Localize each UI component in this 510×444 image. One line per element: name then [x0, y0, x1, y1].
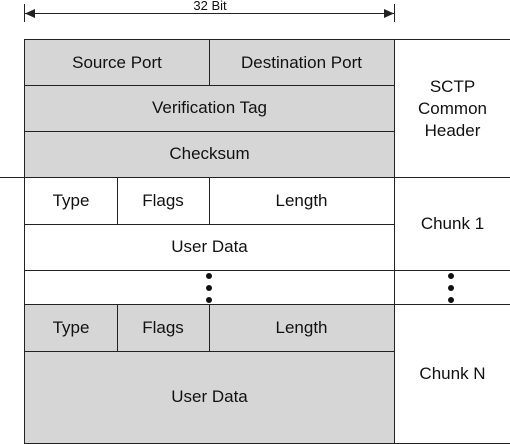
- chunk1-side-label: [395, 178, 510, 270]
- chunk1-length-label: Length: [275, 191, 328, 210]
- destination-port-label: Destination Port: [241, 52, 362, 72]
- chunkn-user-data-label: User Data: [171, 387, 248, 406]
- chunkn-user-data-field: [25, 351, 394, 443]
- sctp-common-header-label: [395, 40, 510, 177]
- hline-header-row1: [24, 85, 395, 86]
- checksum-field: [25, 131, 394, 177]
- chunk1-flags-label: Flags: [142, 191, 184, 210]
- chunk1-type-label: Type: [52, 191, 90, 210]
- source-port-label: Source Port: [72, 52, 162, 72]
- chunkn-type-label: Type: [52, 318, 90, 337]
- chunkn-side-label-text: Chunk N: [419, 364, 486, 383]
- ellipsis-dot: [206, 297, 212, 303]
- chunkn-length-label: Length: [275, 318, 328, 337]
- side-label-line-1: SCTP: [429, 76, 476, 96]
- hline-chunkn-row: [24, 351, 395, 352]
- chunk1-user-data-field: [25, 224, 394, 270]
- hline-header-row2: [24, 131, 395, 132]
- source-port-field: [25, 40, 209, 85]
- vline-left: [24, 39, 25, 444]
- bit-width-label: 32 Bit: [193, 0, 227, 13]
- verification-tag-label: Verification Tag: [152, 98, 267, 117]
- vline-chunk1-flags-divider: [209, 177, 210, 224]
- ellipsis-dot: [448, 285, 454, 291]
- chunk1-length-field: [209, 178, 394, 224]
- chunk1-flags-field: [117, 178, 209, 224]
- dimension-tick-right: [394, 4, 395, 22]
- chunk1-side-label-text: Chunk 1: [420, 214, 485, 233]
- vline-chunk1-type-divider: [117, 177, 118, 224]
- verification-tag-field: [25, 85, 394, 131]
- vline-chunkn-flags-divider: [209, 304, 210, 351]
- dimension-line: [25, 13, 394, 14]
- hline-chunk1-bottom: [24, 270, 510, 271]
- side-label-line-3: Header: [424, 120, 481, 140]
- chunkn-side-label: [395, 305, 510, 443]
- chunkn-type-field: [25, 305, 117, 351]
- checksum-label: Checksum: [169, 144, 250, 163]
- chunkn-flags-label: Flags: [142, 318, 184, 337]
- ellipsis-dot: [448, 297, 454, 303]
- chunkn-length-field: [209, 305, 394, 351]
- chunk1-type-field: [25, 178, 117, 224]
- chunkn-flags-field: [117, 305, 209, 351]
- hline-chunk1-row: [24, 224, 395, 225]
- vline-port-divider: [209, 39, 210, 85]
- dimension-arrow-left-icon: [25, 8, 35, 19]
- chunk1-user-data-label: User Data: [171, 237, 248, 256]
- dimension-arrow-right-icon: [384, 8, 394, 19]
- ellipsis-dot: [448, 273, 454, 279]
- side-label-line-2: Common: [418, 98, 487, 118]
- destination-port-field: [209, 40, 394, 85]
- ellipsis-dot: [206, 285, 212, 291]
- ellipsis-dot: [206, 273, 212, 279]
- vline-chunkn-type-divider: [117, 304, 118, 351]
